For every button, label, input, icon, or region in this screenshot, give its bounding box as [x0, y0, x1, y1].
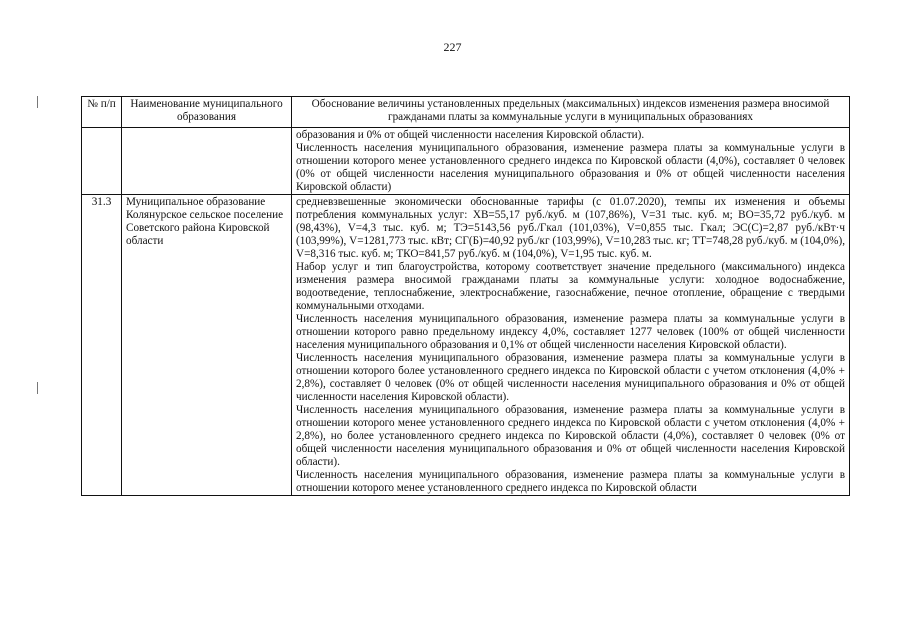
paragraph: Численность населения муниципального образования, изменение размера платы за коммунальные услуги в отношении которого менее установленного среднего индекса по Кировской области: [296, 468, 845, 494]
paragraph: Численность населения муниципального образования, изменение размера платы за коммунальные услуги в отношении которого более установленного среднего индекса по Кировской области с учетом отклонения (4,0% + 2,8%), составляет 0 человек (0% от общей численности населения муниципального образования и 0% от общей численности населения Кировской области).: [296, 351, 845, 403]
cell-municipality-empty: [122, 127, 292, 194]
margin-mark: [37, 96, 38, 108]
cell-num: 31.3: [82, 194, 122, 495]
paragraph: Набор услуг и тип благоустройства, которому соответствует значение предельного (максимального) индекса изменения размера вносимой гражданами платы за коммунальные услуги: холодное водоснабжение, водоотведение, теплоснабжение, электроснабжение, газоснабжение, печное отопление, обращение с твердыми коммунальными отходами.: [296, 260, 845, 312]
page-number: 227: [443, 40, 462, 54]
paragraph: образования и 0% от общей численности населения Кировской области).: [296, 128, 645, 141]
paragraph: Численность населения муниципального образования, изменение размера платы за коммунальные услуги в отношении которого менее установленного среднего индекса по Кировской области (4,0%), составляет 0 человек (0% от общей численности населения муниципального образования и 0% от общей численности населения Кировской области): [296, 141, 845, 193]
cell-justification: [292, 127, 850, 194]
header-municipality: Наименование муниципального образования: [122, 97, 292, 128]
tariff-index-table: [81, 96, 850, 496]
cell-justification: [292, 194, 850, 495]
margin-mark: [37, 382, 38, 394]
cell-num-empty: [82, 127, 122, 194]
table-row-31-3: [82, 194, 850, 495]
table-row-continuation: [82, 127, 850, 194]
header-num: № п/п: [82, 97, 122, 128]
header-justification: Обоснование величины установленных предельных (максимальных) индексов изменения размера вносимой гражданами платы за коммунальные услуги в муниципальных образованиях: [292, 97, 850, 128]
paragraph: средневзвешенные экономически обоснованные тарифы (с 01.07.2020), темпы их изменения и объемы потребления коммунальных услуг: ХВ=55,17 руб./куб. м (107,86%), V=31 тыс. куб. м; ВО=35,72 руб./куб. м (98,43%), V=4,3 тыс. куб. м; ТЭ=5143,56 руб./Гкал (101,03%), V=0,855 тыс. Гкал; ЭС(С)=2,87 руб./кВт·ч (103,99%), V=1281,773 тыс. кВт; СГ(Б)=40,92 руб./кг (103,99%), V=10,283 тыс. кг; ТТ=748,28 руб./куб. м (104,0%), V=8,316 тыс. куб. м; ТКО=841,57 руб./куб. м (104,0%), V=1,95 тыс. куб. м.: [296, 195, 845, 260]
table-header-row: [82, 97, 850, 128]
paragraph: Численность населения муниципального образования, изменение размера платы за коммунальные услуги в отношении которого менее установленного среднего индекса по Кировской области с учетом отклонения (4,0% + 2,8%), но более установленного среднего индекса по Кировской области (4,0%), составляет 0 человек (0% от общей численности населения муниципального образования и 0% от общей численности населения Кировской области).: [296, 403, 845, 468]
paragraph: Численность населения муниципального образования, изменение размера платы за коммунальные услуги в отношении которого равно предельному индексу 4,0%, составляет 1277 человек (100% от общей численности населения муниципального образования и 0,1% от общей численности населения Кировской области).: [296, 312, 845, 351]
cell-municipality: Муниципальное образование Колянурское сельское поселение Советского района Кировской области: [122, 194, 292, 495]
